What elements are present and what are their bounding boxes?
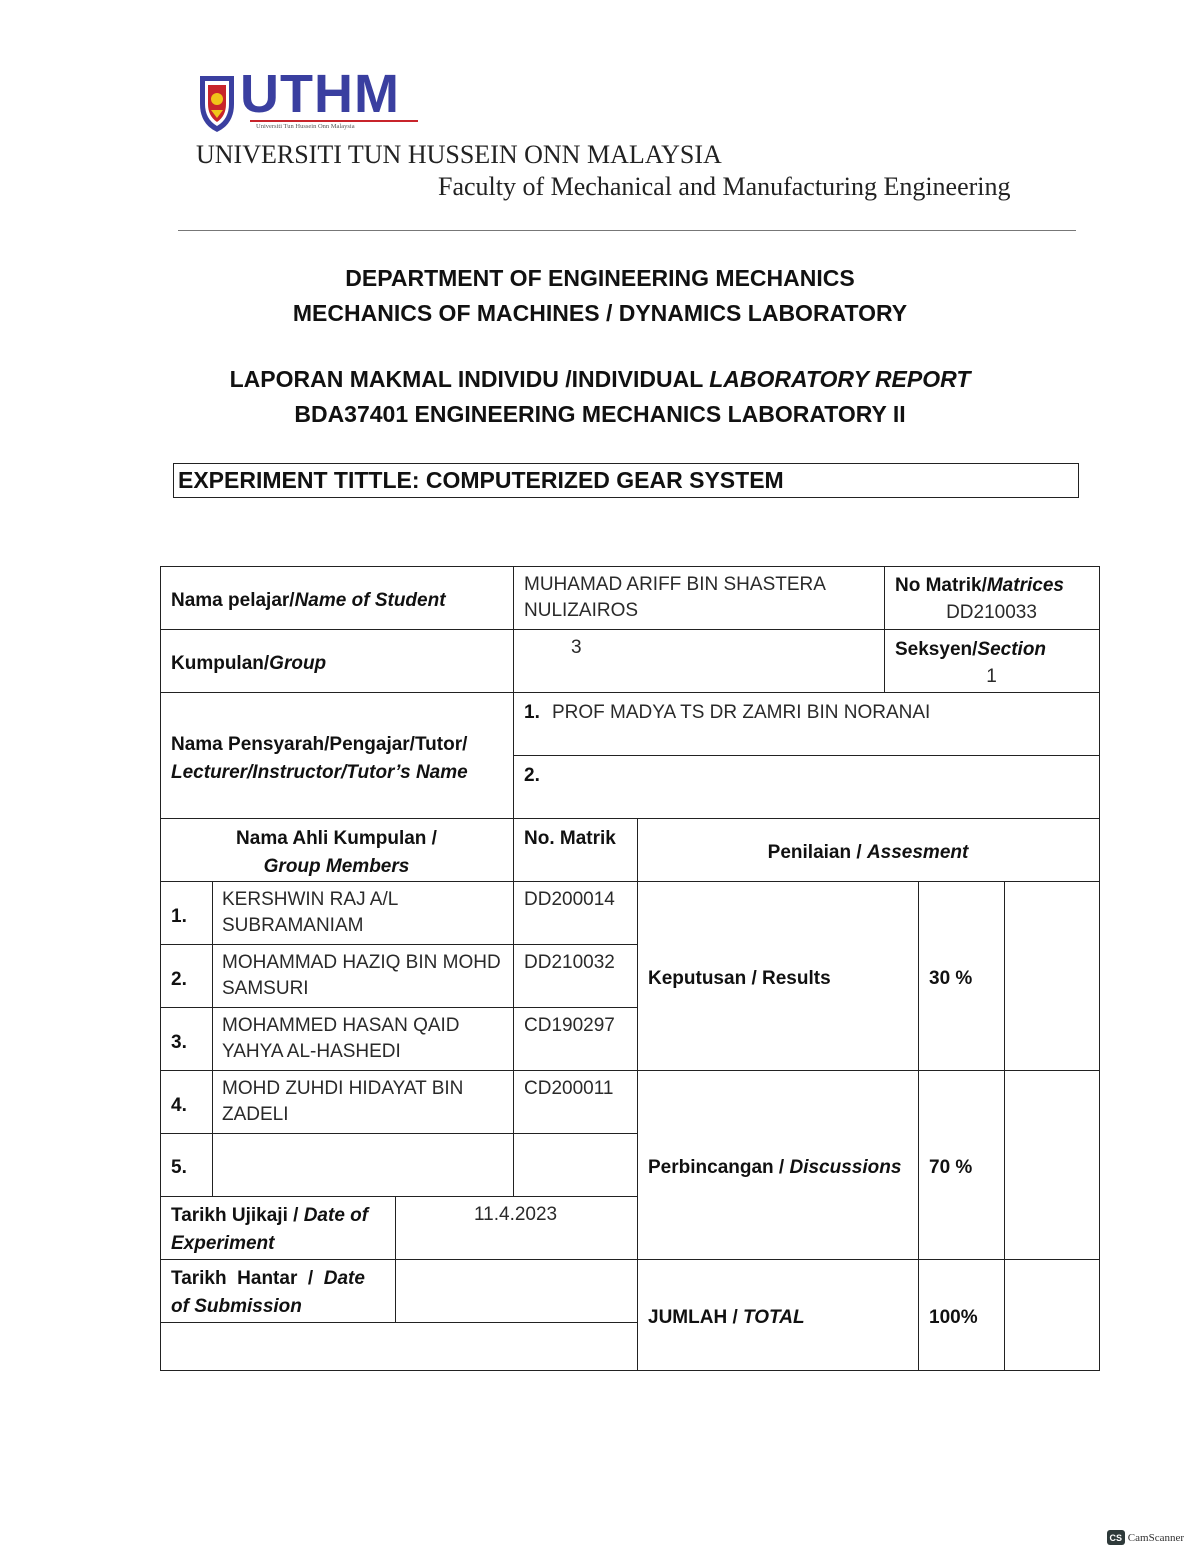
laboratory-title: MECHANICS OF MACHINES / DYNAMICS LABORATORY bbox=[292, 300, 908, 326]
discussions-label: Perbincangan / Discussions bbox=[648, 1157, 902, 1178]
table-line bbox=[160, 629, 1099, 630]
member-3-name-line1: MOHAMMED HASAN QAID bbox=[222, 1015, 460, 1036]
member-2-number: 2. bbox=[171, 969, 187, 990]
member-1-number: 1. bbox=[171, 906, 187, 927]
member-4-matric: CD200011 bbox=[524, 1078, 614, 1099]
lecturer-2-number: 2. bbox=[524, 765, 540, 786]
table-line bbox=[395, 1196, 396, 1322]
member-4-name-line1: MOHD ZUHDI HIDAYAT BIN bbox=[222, 1078, 464, 1099]
discussions-percentage: 70 % bbox=[929, 1157, 973, 1178]
member-3-matric: CD190297 bbox=[524, 1015, 615, 1036]
experiment-date-label-line2: Experiment bbox=[171, 1233, 275, 1254]
lecturer-1-number: 1. bbox=[524, 702, 540, 723]
matric-label: No Matrik/Matrices bbox=[895, 575, 1064, 596]
section-value: 1 bbox=[986, 666, 997, 687]
experiment-date-label-line1: Tarikh Ujikaji / Date of bbox=[171, 1205, 369, 1226]
logo-underline bbox=[250, 120, 418, 122]
university-name: UNIVERSITI TUN HUSSEIN ONN MALAYSIA bbox=[196, 140, 722, 169]
table-line bbox=[918, 881, 919, 1371]
members-header-ms: Nama Ahli Kumpulan / bbox=[236, 828, 437, 849]
results-percentage: 30 % bbox=[929, 968, 973, 989]
table-line bbox=[160, 566, 1099, 567]
report-title-prefix: LAPORAN MAKMAL INDIVIDU /INDIVIDUAL bbox=[229, 366, 710, 392]
submission-date-label-line2: of Submission bbox=[171, 1296, 302, 1317]
assessment-header: Penilaian / Assesment bbox=[767, 842, 969, 863]
member-1-name-line1: KERSHWIN RAJ A/L bbox=[222, 889, 399, 910]
results-label: Keputusan / Results bbox=[648, 968, 831, 989]
table-line bbox=[212, 881, 213, 1196]
table-line bbox=[160, 1133, 638, 1134]
members-header-en: Group Members bbox=[263, 856, 410, 877]
department-title: DEPARTMENT OF ENGINEERING MECHANICS bbox=[345, 265, 855, 291]
table-line bbox=[160, 1070, 1099, 1071]
experiment-date-value: 11.4.2023 bbox=[474, 1204, 558, 1225]
experiment-title-box: EXPERIMENT TITTLE: COMPUTERIZED GEAR SYSTEM bbox=[173, 463, 1079, 498]
total-percentage: 100% bbox=[929, 1307, 978, 1328]
table-line bbox=[1004, 881, 1005, 1371]
member-1-name-line2: SUBRAMANIAM bbox=[222, 915, 364, 936]
table-line bbox=[160, 1259, 1099, 1260]
student-name-label: Nama pelajar/Name of Student bbox=[171, 590, 446, 611]
group-value: 3 bbox=[571, 637, 582, 658]
lecturer-label-line2: Lecturer/Instructor/Tutor’s Name bbox=[171, 762, 468, 783]
table-line bbox=[513, 566, 514, 1196]
logo-wordmark: UTHM bbox=[240, 64, 400, 124]
member-3-name-line2: YAHYA AL-HASHEDI bbox=[222, 1041, 401, 1062]
member-5-number: 5. bbox=[171, 1157, 187, 1178]
table-line bbox=[160, 692, 1099, 693]
camscanner-icon: CS bbox=[1107, 1530, 1125, 1545]
member-4-number: 4. bbox=[171, 1095, 187, 1116]
table-line bbox=[160, 818, 1099, 819]
table-line bbox=[513, 755, 1099, 756]
camscanner-watermark bbox=[1107, 1530, 1184, 1545]
student-matric-value: DD210033 bbox=[946, 602, 1037, 623]
report-title bbox=[0, 366, 1200, 393]
total-label: JUMLAH / TOTAL bbox=[648, 1307, 805, 1328]
table-line bbox=[160, 881, 1099, 882]
members-matric-header: No. Matrik bbox=[524, 828, 616, 849]
table-line bbox=[160, 566, 161, 1371]
member-2-matric: DD210032 bbox=[524, 952, 615, 973]
member-1-matric: DD200014 bbox=[524, 889, 615, 910]
group-label: Kumpulan/Group bbox=[171, 653, 327, 674]
table-line bbox=[160, 1370, 1099, 1371]
table-line bbox=[1099, 566, 1100, 1371]
logo-subtext: Universiti Tun Hussein Onn Malaysia bbox=[256, 123, 355, 130]
lecturer-1-name: PROF MADYA TS DR ZAMRI BIN NORANAI bbox=[552, 702, 931, 723]
faculty-name: Faculty of Mechanical and Manufacturing Engineering bbox=[438, 172, 1011, 201]
table-line bbox=[160, 1322, 638, 1323]
student-name-line2: NULIZAIROS bbox=[524, 600, 639, 621]
table-line bbox=[160, 1196, 638, 1197]
header-divider bbox=[178, 230, 1076, 231]
uthm-logo bbox=[198, 64, 423, 134]
member-3-number: 3. bbox=[171, 1032, 187, 1053]
member-2-name-line2: SAMSURI bbox=[222, 978, 309, 999]
lecturer-label-line1: Nama Pensyarah/Pengajar/Tutor/ bbox=[171, 734, 468, 755]
submission-date-label-line1: Tarikh Hantar / Date bbox=[171, 1268, 365, 1289]
section-label: Seksyen/Section bbox=[895, 639, 1047, 660]
course-title: BDA37401 ENGINEERING MECHANICS LABORATORY II bbox=[294, 401, 906, 427]
table-line bbox=[637, 818, 638, 1371]
member-2-name-line1: MOHAMMAD HAZIQ BIN MOHD bbox=[222, 952, 501, 973]
member-4-name-line2: ZADELI bbox=[222, 1104, 289, 1125]
table-line bbox=[160, 944, 638, 945]
camscanner-text: CamScanner bbox=[1127, 1531, 1184, 1544]
report-title-italic: LABORATORY REPORT bbox=[709, 366, 971, 392]
table-line bbox=[160, 1007, 638, 1008]
student-name-line1: MUHAMAD ARIFF BIN SHASTERA bbox=[524, 574, 826, 595]
